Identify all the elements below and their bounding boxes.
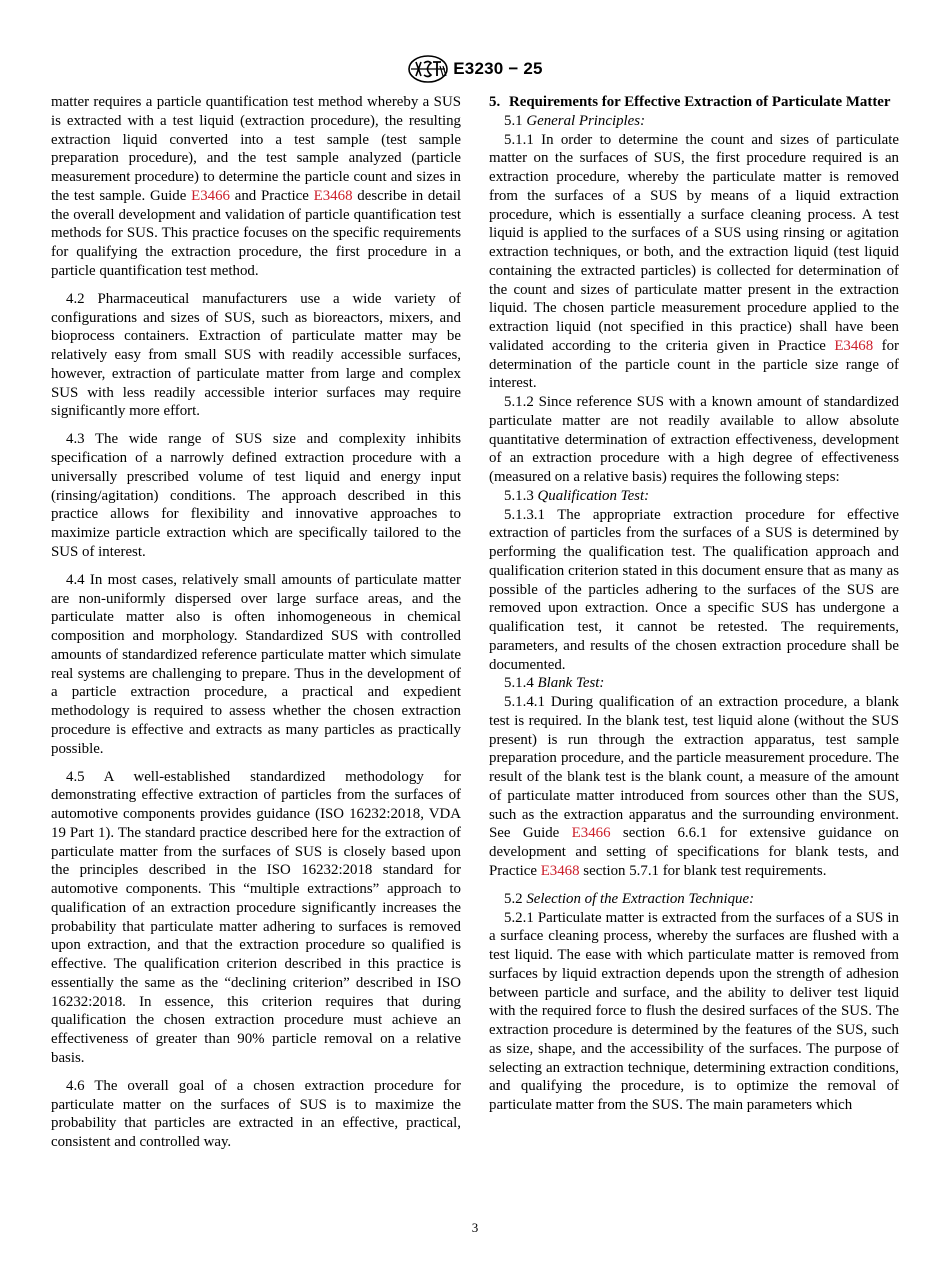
link-e3466[interactable]: E3466 [571, 825, 611, 842]
text: and Practice [229, 187, 314, 204]
left-column [51, 93, 461, 1152]
section-5-number: 5. [489, 94, 501, 110]
paragraph-5-1-2: 5.1.2 Since reference SUS with a known amount of standardized particulate matter are not readily available to allow absolute quantitative determination of extraction effectiveness, development of an extraction procedure with a high degree of effectiveness (measured on a relative basis) requires the following steps: [489, 394, 899, 485]
subsection-5-1-4-heading [489, 674, 899, 693]
page-header [0, 52, 950, 86]
paragraph-4-5: 4.5 A well-established standardized methodology for demonstrating effective extraction of particles from the surfaces of automotive components provides guidance (ISO 16232:2018, VDA 19 Part 1). The standard practice described here for the extraction of particulate matter from the surfaces of SUS is closely based upon the principles described in the ISO 16232:2018 standard for automotive components. This “multiple extractions” approach to qualification of an extraction procedure significantly increases the probability that particulate matter adhering to surfaces is removed upon extraction, and that the extraction procedure so qualified is effective. The qualification criterion described in this practice is essentially the same as the “declining criterion” described in ISO 16232:2018. In essence, this criterion requires that during qualification the chosen extraction procedure must achieve an effectiveness of greater than 90% particle removal on a relative basis. [51, 768, 461, 1066]
page-number: 3 [471, 1220, 479, 1235]
subsection-title: Qualification Test: [537, 487, 650, 504]
text: describe in detail the overall development and validation of particle quantification test methods for SUS. This practice focuses on the specific requirements for qualifying the extraction procedure, the first procedure in a particle quantification test method. [51, 187, 461, 279]
subsection-5-2-heading [489, 890, 899, 909]
text: 5.1.4.1 During qualification of an extraction procedure, a blank test is required. In the blank test, test liquid alone (without the SUS present) is run through the extraction apparatus, test sample preparation procedure, and the particle measurement procedure. The result of the blank test is the blank count, a measure of the amount of particulate matter introduced from sources other than the SUS, such as the extraction apparatus and the surrounding environment. See Guide [489, 694, 899, 842]
paragraph-5-1-4-1 [489, 693, 899, 881]
link-e3466[interactable]: E3466 [191, 187, 230, 204]
subsection-title: Blank Test: [537, 675, 605, 692]
paragraph-4-3: 4.3 The wide range of SUS size and complexity inhibits specification of a narrowly defined extraction procedure with a universally prescribed volume of test liquid and energy input (rinsing/agitation) conditions. The approach described in this practice allows for flexibility and innovative approaches to maximize particle extraction which are specifically tailored to the SUS of interest. [51, 431, 461, 560]
text: section 6.6.1 for extensive guidance on development and setting of specifications for blank tests, and Practice [489, 825, 899, 879]
subsection-number: 5.2 [504, 890, 523, 907]
subsection-5-1-heading [489, 112, 899, 131]
paragraph-5-1-1 [489, 131, 899, 394]
subsection-5-1-3-heading [489, 487, 899, 506]
paragraph-5-1-3-1: 5.1.3.1 The appropriate extraction procedure for effective extraction of particles from the surfaces of a SUS is determined by performing the qualification test. The qualification approach and qualification criterion stated in this document ensure that as many as possible of the particles adhering to the surfaces of the SUS are removed upon extraction. Once a specific SUS has undergone a qualification test, it cannot be retested. The requirements, parameters, and results of the chosen extraction procedure shall be documented. [489, 506, 899, 673]
paragraph-4-6: 4.6 The overall goal of a chosen extraction procedure for particulate matter on the surfaces of SUS is to maximize the probability that particles are extracted in an effective, practical, consistent and controlled way. [51, 1077, 461, 1151]
paragraph-4-1-continued [51, 93, 461, 281]
link-e3468[interactable]: E3468 [540, 862, 580, 879]
subsection-title: Selection of the Extraction Technique: [526, 890, 755, 907]
text: for determination of the particle count in the particle size range of interest. [489, 337, 900, 392]
document-id: E3230 − 25 [453, 59, 543, 78]
paragraph-5-2-1: 5.2.1 Particulate matter is extracted from the surfaces of a SUS in a surface cleaning process, whereby the surfaces are flushed with a test liquid. The ease with which particulate matter is removed from surfaces by liquid extraction depends upon the strength of adhesion between particle and surface, and the ability to deliver test liquid with the required force to flush the desired surfaces of the SUS. The extraction procedure is determined by the features of the SUS, such as size, shape, and the accessibility of the surfaces. The purpose of selecting an extraction technique, determining extraction conditions, and qualifying the procedure, is to optimize the removal of particulate matter from the SUS. The main parameters which [489, 909, 899, 1114]
subsection-number: 5.1.4 [504, 675, 534, 692]
text: matter requires a particle quantification test method whereby a SUS is extracted with a test liquid (extraction procedure), the resulting extraction liquid converted into a test sample (test sample preparation procedure), and the test sample analyzed (particle measurement procedure) to determine the particle count and sizes in the test sample. Guide [51, 94, 461, 204]
link-e3468[interactable]: E3468 [313, 187, 353, 204]
text: 5.1.1 In order to determine the count and sizes of particulate matter on the surfaces of SUS, the first procedure required is an extraction procedure, whereby the particulate matter is removed from the surfaces of a SUS by means of a liquid extraction procedure, which is essentially a surface cleaning process. A test liquid is applied to the surfaces of a SUS using rinsing or agitation extraction techniques, or both, and the extraction liquid (test liquid containing the extracted particles) is collected for determination of the count and sizes of particulate matter present in the extraction liquid. The chosen particle measurement procedure applied to the extraction liquid (not specified in this practice) shall have been validated according to the criteria given in Practice [489, 131, 899, 354]
astm-logo-icon [407, 54, 449, 84]
text: section 5.7.1 for blank test requirements. [579, 862, 827, 879]
section-5-heading [489, 93, 899, 112]
right-column [489, 93, 899, 1115]
subsection-title: General Principles: [526, 112, 646, 129]
subsection-number: 5.1 [504, 112, 523, 129]
link-e3468[interactable]: E3468 [834, 337, 874, 354]
section-5-title: Requirements for Effective Extraction of Particulate Matter [509, 94, 891, 110]
paragraph-4-2: 4.2 Pharmaceutical manufacturers use a wide variety of configurations and sizes of SUS, such as bioreactors, mixers, and bioprocess containers. Extraction of particulate matter may be relatively easy from small SUS with readily accessible surfaces, however, extraction of particulate matter from large and complex SUS with less readily accessible interior surfaces may require significantly more effort. [51, 290, 461, 420]
subsection-number: 5.1.3 [504, 487, 534, 504]
paragraph-4-4: 4.4 In most cases, relatively small amounts of particulate matter are non-uniformly dispersed over large surface areas, and the particulate matter also is often inhomogeneous in chemical composition and morphology. Standardized SUS with controlled amounts of standardized reference particulate matter which simulate real systems are challenging to prepare. Thus in the development of a particle extraction procedure, a practical and expedient methodology is required to assess whether the chosen extraction procedure is effective and extracts as many particles as practically possible. [51, 571, 461, 757]
